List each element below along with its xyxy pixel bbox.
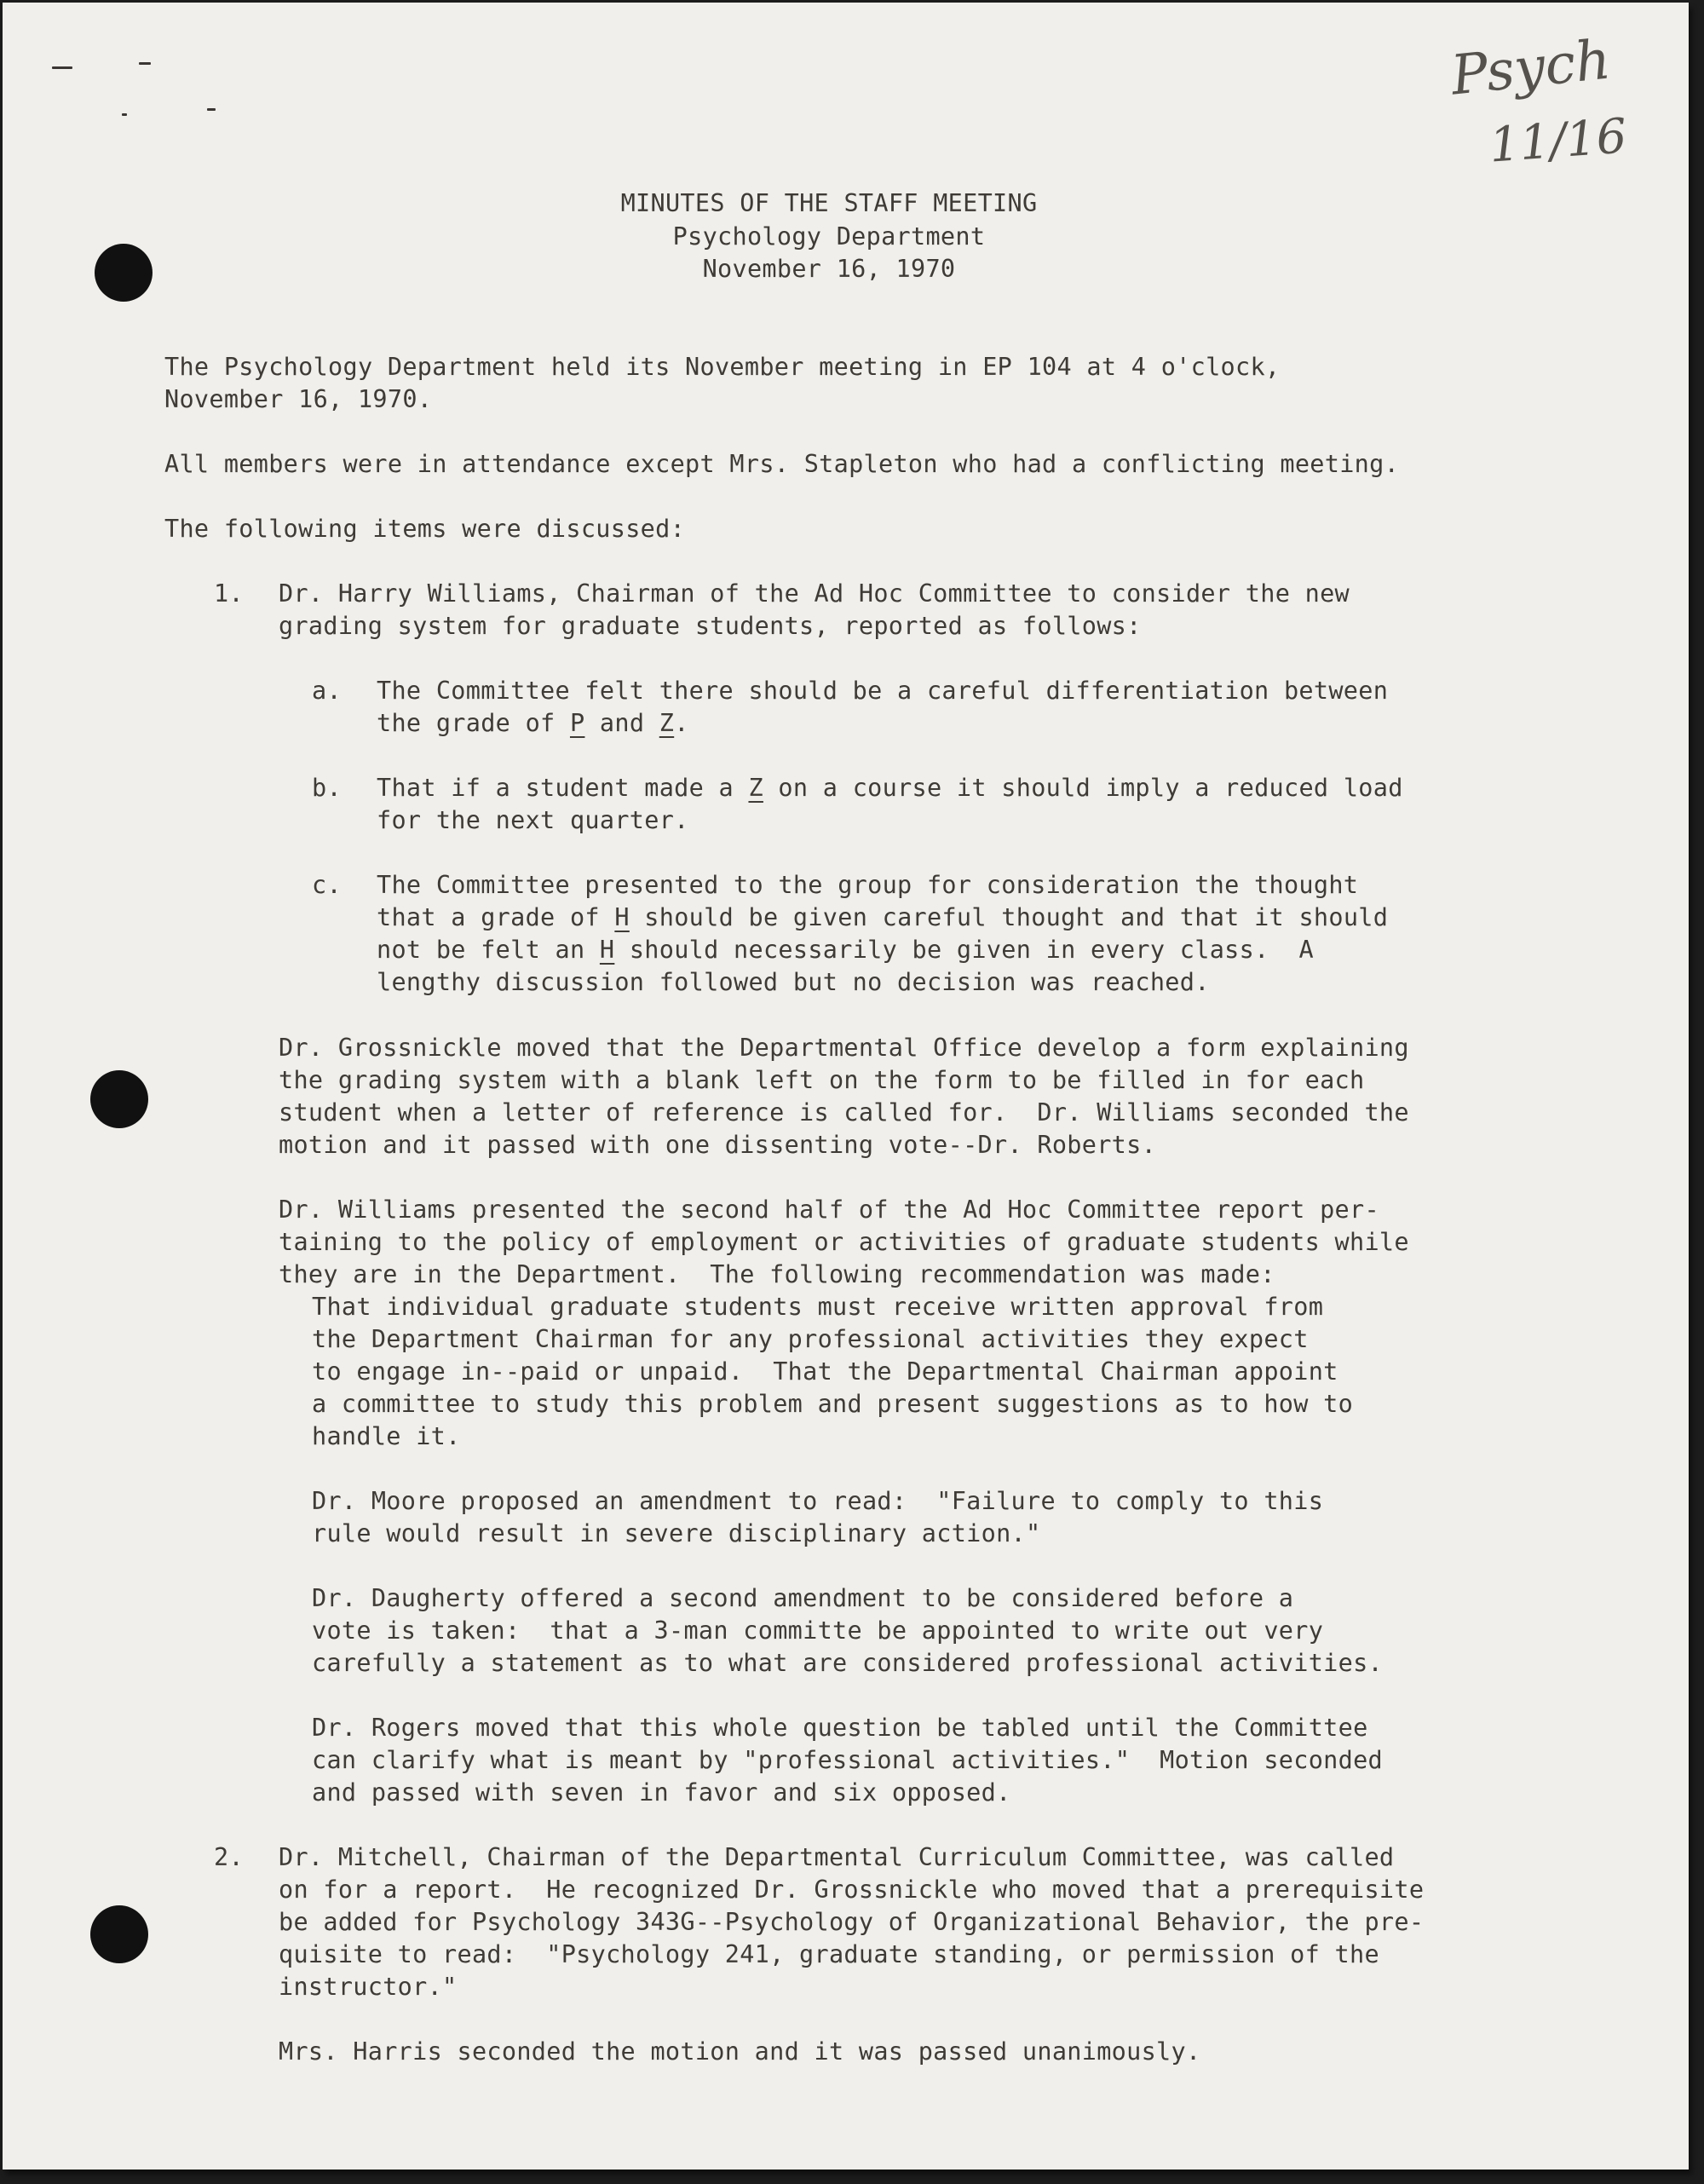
- recommendation-line: the Department Chairman for any professional activities they expect: [312, 1325, 1309, 1353]
- item-2-number: 2.: [214, 1843, 244, 1871]
- department-name: Psychology Department: [672, 222, 986, 251]
- moore-amendment-line: Dr. Moore proposed an amendment to read: "Failure to comply to this: [312, 1487, 1324, 1515]
- item-2-line: Dr. Mitchell, Chairman of the Departmental Curriculum Committee, was called: [279, 1843, 1395, 1871]
- text: not be felt an: [377, 936, 600, 964]
- grossnickle-motion-line: the grading system with a blank left on the form to be filled in for each: [279, 1066, 1365, 1094]
- williams-report-line: they are in the Department. The following recommendation was made:: [279, 1260, 1275, 1288]
- daugherty-amendment-line: vote is taken: that a 3-man committe be appointed to write out very: [312, 1616, 1324, 1645]
- recommendation-line: to engage in--paid or unpaid. That the Departmental Chairman appoint: [312, 1357, 1338, 1386]
- items-intro: The following items were discussed:: [164, 515, 686, 543]
- subitem-b-label: b.: [312, 774, 342, 802]
- daugherty-amendment-line: carefully a statement as to what are considered professional activities.: [312, 1649, 1384, 1677]
- subitem-c-line: [377, 903, 1388, 931]
- subitem-c-line: The Committee presented to the group for consideration the thought: [377, 871, 1359, 899]
- text: That if a student made a: [377, 774, 749, 802]
- text: .: [674, 709, 689, 737]
- document-page: [3, 3, 1689, 2170]
- harris-second-line: Mrs. Harris seconded the motion and it was passed unanimously.: [279, 2037, 1201, 2066]
- recommendation-line: That individual graduate students must receive written approval from: [312, 1293, 1324, 1321]
- subitem-a-line: [377, 709, 689, 737]
- subitem-b-line: [377, 774, 1403, 802]
- subitem-c-line: [377, 936, 1314, 964]
- rogers-motion-line: and passed with seven in favor and six opposed.: [312, 1778, 1011, 1807]
- grossnickle-motion-line: Dr. Grossnickle moved that the Departmental Office develop a form explaining: [279, 1034, 1409, 1062]
- grade-z: Z: [659, 709, 675, 737]
- subitem-a-line: The Committee felt there should be a careful differentiation between: [377, 677, 1389, 705]
- grossnickle-motion-line: motion and it passed with one dissenting vote--Dr. Roberts.: [279, 1131, 1157, 1159]
- subitem-b-line: for the next quarter.: [377, 806, 689, 834]
- daugherty-amendment-line: Dr. Daugherty offered a second amendment to be considered before a: [312, 1584, 1294, 1612]
- text: that a grade of: [377, 903, 615, 931]
- handwritten-annotation-dept: Psych: [1448, 28, 1614, 108]
- text: should necessarily be given in every class. A: [614, 936, 1314, 964]
- williams-report-line: Dr. Williams presented the second half of the Ad Hoc Committee report per-: [279, 1196, 1379, 1224]
- handwritten-annotation-date: 11/16: [1487, 108, 1629, 174]
- williams-report-line: taining to the policy of employment or activities of graduate students while: [279, 1228, 1409, 1256]
- item-1-number: 1.: [214, 579, 244, 608]
- intro-line: The Psychology Department held its November meeting in EP 104 at 4 o'clock,: [164, 353, 1281, 381]
- rogers-motion-line: Dr. Rogers moved that this whole question be tabled until the Committee: [312, 1714, 1368, 1742]
- text: and: [584, 709, 659, 737]
- moore-amendment-line: rule would result in severe disciplinary action.": [312, 1519, 1041, 1547]
- meeting-date: November 16, 1970: [702, 255, 956, 283]
- item-1-line: grading system for graduate students, reported as follows:: [279, 612, 1142, 640]
- subitem-a-label: a.: [312, 677, 342, 705]
- grossnickle-motion-line: student when a letter of reference is called for. Dr. Williams seconded the: [279, 1098, 1409, 1127]
- recommendation-line: a committee to study this problem and present suggestions as to how to: [312, 1390, 1354, 1418]
- subitem-c-line: lengthy discussion followed but no decision was reached.: [377, 968, 1210, 996]
- item-1-line: Dr. Harry Williams, Chairman of the Ad Hoc Committee to consider the new: [279, 579, 1350, 608]
- grade-z: Z: [748, 774, 763, 802]
- item-2-line: be added for Psychology 343G--Psychology of Organizational Behavior, the pre-: [279, 1908, 1425, 1936]
- text: on a course it should imply a reduced load: [763, 774, 1403, 802]
- grade-h: H: [599, 936, 615, 964]
- subitem-c-label: c.: [312, 871, 342, 899]
- text: the grade of: [377, 709, 570, 737]
- item-2-line: on for a report. He recognized Dr. Grossnickle who moved that a prerequisite: [279, 1876, 1425, 1904]
- grade-h: H: [614, 903, 630, 931]
- text: should be given careful thought and that it should: [629, 903, 1389, 931]
- intro-line: November 16, 1970.: [164, 385, 433, 413]
- item-2-line: quisite to read: "Psychology 241, graduate standing, or permission of the: [279, 1940, 1379, 1968]
- item-2-line: instructor.": [279, 1973, 458, 2001]
- document-title: MINUTES OF THE STAFF MEETING: [620, 189, 1038, 217]
- grade-p: P: [569, 709, 585, 737]
- recommendation-line: handle it.: [312, 1422, 461, 1450]
- minutes-text: [3, 3, 1689, 2170]
- rogers-motion-line: can clarify what is meant by "professional activities." Motion seconded: [312, 1746, 1384, 1774]
- attendance-line: All members were in attendance except Mrs. Stapleton who had a conflicting meeting.: [164, 450, 1400, 478]
